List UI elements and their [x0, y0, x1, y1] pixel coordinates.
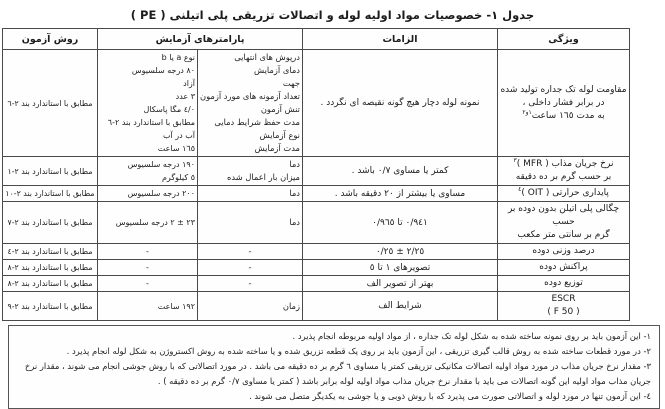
- param-label: -: [248, 262, 252, 272]
- param-value: آزاد: [183, 79, 195, 88]
- property-cell: [498, 202, 630, 244]
- param-label: مدت حفظ شرایط دمایی: [214, 117, 300, 127]
- property-line: چگالی پلی اتیلن بدون دوده بر حسب: [507, 204, 620, 227]
- param-value-cell: [98, 202, 198, 244]
- header-row: [3, 29, 630, 50]
- property-line: مقاومت لوله تک جداره تولید شده: [500, 84, 627, 95]
- table-row: [3, 276, 630, 292]
- param-label: مدت آزمایش: [254, 143, 300, 153]
- param-value-cell: [98, 260, 198, 276]
- param-value: آب در آب: [162, 131, 195, 140]
- param-value-cell: [98, 276, 198, 292]
- column-header-method: روش آزمون: [3, 29, 98, 50]
- table-row: [3, 292, 630, 321]
- requirement-cell: ٢/٢٥ ± ٠/٢٥: [303, 244, 498, 260]
- method-cell: مطابق با استاندارد بند ٢-٨: [3, 276, 98, 292]
- requirement-cell: شرایط الف: [303, 292, 498, 321]
- property-cell: [498, 292, 630, 321]
- method-cell: مطابق با استاندارد بند ٢-١: [3, 157, 98, 186]
- param-label-cell: [198, 157, 303, 186]
- property-cell: [498, 260, 630, 276]
- table-row: [3, 260, 630, 276]
- param-value-cell: [98, 186, 198, 202]
- table-row: [3, 157, 630, 186]
- param-label: -: [248, 246, 252, 256]
- param-label: -: [248, 278, 252, 288]
- param-value: نوع a یا b: [161, 53, 195, 62]
- requirement-cell: ٠/٩٤١ تا ٠/٩٦٥: [303, 202, 498, 244]
- param-value: ٢٣ ± ٢ درجه سلسیوس: [115, 218, 195, 227]
- table-row: [3, 50, 630, 157]
- param-value: -: [146, 247, 149, 256]
- requirement-cell: بهتر از تصویر الف: [303, 276, 498, 292]
- param-label: نوع آزمایش: [259, 130, 300, 140]
- param-label-cell: [198, 50, 303, 157]
- requirement-cell: تصویرهای ١ تا ٥: [303, 260, 498, 276]
- param-label: دما: [289, 188, 300, 198]
- property-line: پایداری حرارتی ( OIT )$^٤$: [518, 186, 609, 198]
- param-value: ٢٠٠ درجه سلسیوس: [127, 189, 195, 198]
- property-line: به مدت ١٦٥ ساعت$^{١و٢}$: [522, 108, 605, 121]
- table-row: [3, 202, 630, 244]
- param-label-cell: [198, 186, 303, 202]
- property-line: پراکنش دوده: [539, 262, 588, 272]
- property-cell: [498, 157, 630, 186]
- param-value: ١٩٠ درجه سلسیوس: [127, 160, 195, 169]
- param-label: زمان: [282, 300, 300, 311]
- property-line: توزیع دوده: [544, 278, 583, 288]
- param-value-cell: [98, 157, 198, 186]
- param-value: ١٩٢ ساعت: [157, 301, 195, 311]
- property-line: درصد وزنی دوده: [532, 246, 595, 256]
- param-label: دمای آزمایش: [254, 65, 300, 75]
- param-label: درپوش های انتهایی: [234, 52, 300, 62]
- param-value: ٨٠ درجه سلسیوس: [131, 66, 195, 75]
- param-value-cell: [98, 292, 198, 321]
- table-row: [3, 186, 630, 202]
- method-cell: مطابق با استاندارد بند ٢-٦: [3, 50, 98, 157]
- table-row: [3, 244, 630, 260]
- property-line: گرم بر سانتی متر مکعب: [517, 230, 610, 240]
- footnote: ١- این آزمون باید بر روی نمونه ساخته شده به شکل لوله تک جداره ، از مواد اولیه مربوطه انجام پذیرد .: [292, 331, 651, 341]
- method-cell: مطابق با استاندارد بند ٢-١٠: [3, 186, 98, 202]
- param-label-cell: [198, 292, 303, 321]
- footnotes-box: [8, 325, 660, 409]
- param-label-cell: [198, 202, 303, 244]
- property-line: ( F 50 ): [547, 307, 580, 317]
- param-label-cell: [198, 244, 303, 260]
- param-value-cell: [98, 244, 198, 260]
- method-cell: مطابق با استاندارد بند ٢-٨: [3, 260, 98, 276]
- property-cell: [498, 276, 630, 292]
- method-cell: مطابق با استاندارد بند ٢-٩: [3, 292, 98, 321]
- property-line: بر حسب گرم بر ده دقیقه: [515, 172, 612, 182]
- footnote-marker: ٤: [518, 186, 522, 193]
- property-line: نرخ جریان مذاب ( MFR )$^٣$: [513, 157, 614, 169]
- param-value: -: [146, 279, 149, 288]
- footnote-marker: ٣: [513, 157, 517, 164]
- footnote: ٣- مقدار نرخ جریان مذاب در مورد مواد اولیه اتصالات مکانیکی تزریقی کمتر یا مساوی ٦ گرم بر ده دقیقه می باشد . در مورد اتصالاتی که با روش جوشی انجام می شوند ، مقدار نرخ جریان مذاب مواد اولیه این گونه اتصالات می باید با مقدار نرخ جریان مذاب مواد اولیه لوله برابر باشد ( کمتر یا مساوی ٠/٧ گرم بر ده دقیقه ) .: [24, 361, 651, 386]
- param-value: ٥ کیلوگرم: [161, 173, 195, 182]
- property-line: ESCR: [551, 294, 576, 304]
- property-cell: [498, 50, 630, 157]
- requirement-cell: نمونه لوله دچار هیچ گونه نقیصه ای نگردد .: [303, 50, 498, 157]
- param-value: -: [146, 263, 149, 272]
- requirement-cell: مساوی یا بیشتر از ٢٠ دقیقه باشد .: [303, 186, 498, 202]
- footnote: ٤- این آزمون تنها در مورد لوله و اتصالاتی صورت می پذیرد که با روش ذوبی و یا جوشی به یکدیگر متصل می شوند .: [249, 391, 651, 401]
- footnote-marker: ١و٢: [522, 108, 532, 116]
- requirement-cell: کمتر یا مساوی ٠/٧ باشد .: [303, 157, 498, 186]
- param-label-cell: [198, 276, 303, 292]
- method-cell: مطابق با استاندارد بند ٢-٧: [3, 202, 98, 244]
- page-title: جدول ١- خصوصیات مواد اولیه لوله و اتصالات تزریقی پلی اتیلنی ( PE ): [130, 8, 535, 22]
- column-header-requirements: الزامات: [303, 29, 498, 50]
- param-label: تنش آزمون: [260, 104, 300, 114]
- property-cell: [498, 186, 630, 202]
- param-label: دما: [289, 217, 300, 227]
- param-label: تعداد آزمونه های مورد آزمون: [200, 91, 300, 101]
- properties-table: [2, 28, 630, 321]
- param-label: میزان بار اعمال شده: [227, 172, 300, 182]
- param-value: ٣ عدد: [175, 92, 195, 101]
- param-label: جهت: [282, 78, 300, 88]
- property-cell: [498, 244, 630, 260]
- param-label: دما: [289, 159, 300, 169]
- param-value-cell: [98, 50, 198, 157]
- param-value: مطابق با استاندارد بند ٢-٦: [107, 118, 195, 127]
- property-line: در برابر فشار داخلی ،: [522, 97, 605, 108]
- param-label-cell: [198, 260, 303, 276]
- method-cell: مطابق با استاندارد بند ٢-٤: [3, 244, 98, 260]
- table-body: [3, 50, 630, 321]
- footnote: ٢- در مورد قطعات ساخته شده به روش قالب گیری تزریقی ، این آزمون باید بر روی یک قطعه تزریق شده و یا ساخته شده به روش اکستروژن به شکل لوله انجام پذیرد .: [66, 346, 651, 356]
- column-header-parameters: پارامترهای آزمایش: [98, 29, 303, 50]
- param-value: ١٦٥ ساعت: [157, 144, 195, 153]
- column-header-property: ویژگی: [498, 29, 630, 50]
- param-value: ٤/٠ مگا پاسکال: [143, 105, 195, 114]
